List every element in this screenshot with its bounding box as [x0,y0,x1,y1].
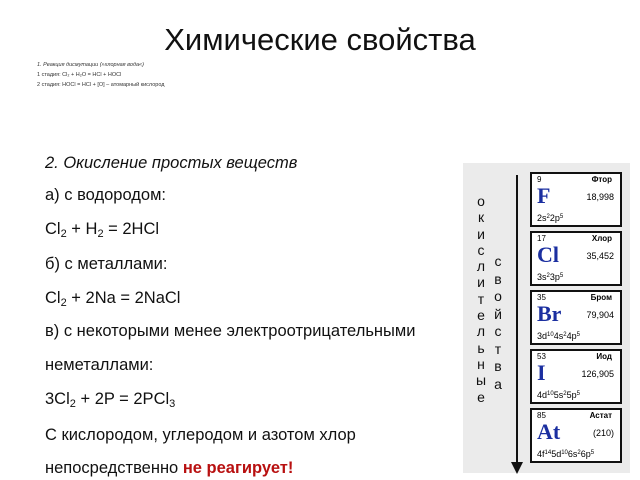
note-line-2: непосредственно не реагирует! [45,459,294,477]
side-letter: л [476,323,486,340]
element-name: Фтор [591,175,612,184]
arrow-down-icon [516,175,518,465]
side-letter: и [477,274,485,291]
side-letter: с [494,323,502,339]
element-symbol: I [537,360,546,385]
element-config: $3d^{10}4s^24p^5$ [537,331,580,341]
side-letter: й [494,305,502,322]
reaction-note-3: 2 стадия: HOCl = HCl + [O] – атомарный кислород [37,82,165,88]
with-hydrogen-label: а) с водородом: [45,186,167,204]
page-title: Химические свойства [164,22,476,57]
side-letter: и [477,225,485,242]
element-symbol: Br [537,301,562,326]
arrow-head-icon [511,462,523,474]
side-letter: о [477,193,485,209]
side-letter: н [477,355,485,372]
element-config: $4d^{10}5s^25p^5$ [537,390,580,400]
element-config: $3s^23p^5$ [537,272,564,282]
reaction-note-2: 1 стадия: Cl₂ + H₂O = HCl + HOCl [37,72,122,78]
element-number: 9 [537,175,542,184]
element-name: Бром [590,293,612,302]
element-name: Астат [589,411,612,420]
side-letter: к [477,209,485,226]
element-mass: 126,905 [581,369,614,379]
side-letter: с [494,253,502,269]
with-metals-label: б) с металлами: [45,255,168,273]
side-letter: ы [475,372,487,389]
element-number: 85 [537,411,546,420]
equation-nonmetals: $3Cl_2 + 2P = 2PCl_3$ [45,390,176,410]
equation-hydrogen: $Cl_2 + H_2 = 2HCl$ [45,220,160,240]
properties-label [491,253,505,393]
note-line-1: С кислородом, углеродом и азотом хлор [45,426,356,444]
side-letter: с [477,241,485,258]
side-letter: е [477,307,485,324]
side-letter: в [494,358,502,374]
element-number: 35 [537,293,546,302]
with-nonmetals-label-2: неметаллами: [45,356,154,374]
element-symbol: Cl [537,242,559,267]
element-name: Иод [596,352,612,361]
element-mass: (210) [592,428,614,438]
side-letter: ь [477,339,485,356]
element-cell-i [530,349,622,404]
side-letter: л [476,258,486,275]
side-letter: е [477,388,485,405]
with-nonmetals-label-1: в) с некоторыми менее электроотрицательными [45,322,416,340]
side-letter: а [494,375,502,392]
side-letter: т [494,340,502,357]
element-cell-f [530,172,622,227]
element-config: $4f^{14}5d^{10}6s^26p^5$ [537,449,595,459]
reaction-note-1: 1. Реакция дисмутации (»хлорная вода«) [37,62,144,68]
oxidation-heading: 2. Окисление простых веществ [45,154,298,172]
side-letter: т [477,290,485,307]
side-letter: в [494,270,502,287]
element-cell-cl [530,231,622,286]
equation-metals: $Cl_2 + 2Na$ = 2NaCl [45,289,181,309]
not-react-emphasis: не реагирует! [182,459,294,477]
element-mass: 79,904 [586,310,614,320]
element-mass: 18,998 [586,192,614,202]
element-cell-br [530,290,622,345]
oxidizing-label [474,193,488,405]
element-number: 17 [537,234,546,243]
element-symbol: At [537,419,561,444]
element-symbol: F [537,183,551,208]
element-name: Хлор [591,234,612,243]
side-letter: о [494,288,502,304]
element-number: 53 [537,352,546,361]
element-config: $2s^22p^5$ [537,213,564,223]
element-mass: 35,452 [586,251,614,261]
element-cell-at [530,408,622,463]
